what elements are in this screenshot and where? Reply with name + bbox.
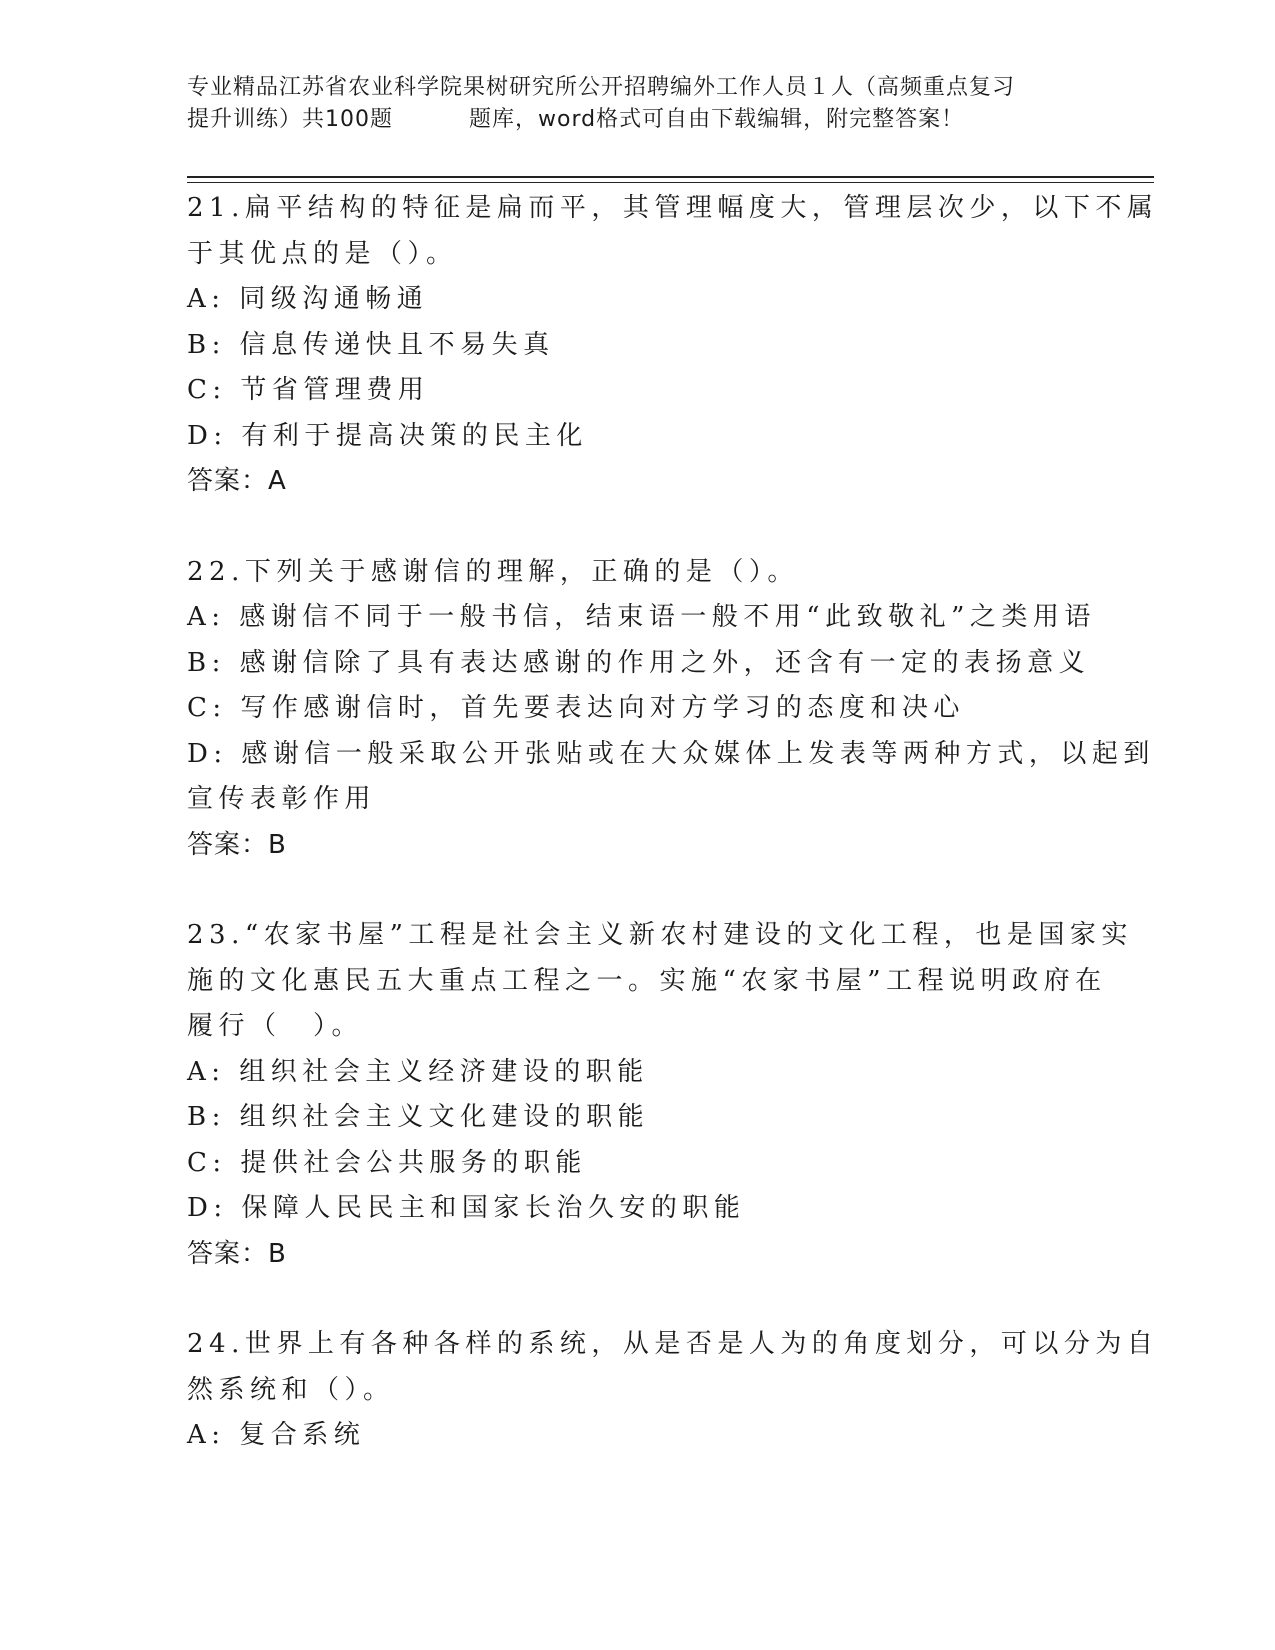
question-stem: 于其优点的是（）。 (187, 238, 458, 269)
header-rule-thick (187, 176, 1154, 178)
option-a: A: 组织社会主义经济建设的职能 (187, 1056, 649, 1087)
answer: 答案：A (187, 466, 287, 496)
header-rule-thin (187, 182, 1154, 183)
question-list (187, 186, 1159, 1504)
header-line-1: 专业精品江苏省农业科学院果树研究所公开招聘编外工作人员１人（高频重点复习 (187, 75, 1016, 100)
option-b: B: 信息传递快且不易失真 (187, 329, 555, 360)
option-d: D: 有利于提高决策的民主化 (187, 420, 588, 451)
question-24 (187, 1322, 1159, 1459)
option-a: A: 复合系统 (187, 1420, 366, 1450)
option-a: A: 感谢信不同于一般书信，结束语一般不用“此致敬礼”之类用语 (187, 602, 1096, 632)
question-stem: 23.“农家书屋”工程是社会主义新农村建设的文化工程，也是国家实 (187, 920, 1133, 950)
option-d: D: 保障人民民主和国家长治久安的职能 (187, 1193, 746, 1223)
question-23 (187, 913, 1133, 1277)
header-line-2-left: 提升训练）共100题 (187, 107, 393, 132)
question-stem: 24.世界上有各种各样的系统，从是否是人为的角度划分，可以分为自 (187, 1329, 1159, 1359)
question-stem: 施的文化惠民五大重点工程之一。实施“农家书屋”工程说明政府在 (187, 965, 1107, 996)
option-b: B: 感谢信除了具有表达感谢的作用之外，还含有一定的表扬意义 (187, 647, 1091, 678)
header-line-2-right: 题库，word格式可自由下载编辑，附完整答案！ (469, 107, 965, 132)
question-stem: 21.扁平结构的特征是扁而平，其管理幅度大，管理层次少，以下不属 (187, 193, 1159, 223)
header-line-2 (187, 104, 1087, 136)
question-21 (187, 186, 1159, 505)
option-c: C: 写作感谢信时，首先要表达向对方学习的态度和决心 (187, 693, 965, 723)
answer: 答案：B (187, 1238, 287, 1269)
question-stem: 履行（ ）。 (187, 1011, 364, 1041)
option-d: D: 感谢信一般采取公开张贴或在大众媒体上发表等两种方式，以起到 (187, 738, 1155, 769)
answer: 答案：B (187, 829, 287, 860)
option-c: C: 节省管理费用 (187, 375, 430, 405)
option-d-continued: 宣传表彰作用 (187, 784, 377, 814)
option-c: C: 提供社会公共服务的职能 (187, 1147, 587, 1178)
question-stem: 22.下列关于感谢信的理解，正确的是（）。 (187, 556, 799, 587)
option-b: B: 组织社会主义文化建设的职能 (187, 1102, 650, 1132)
document-header (187, 72, 1087, 136)
option-a: A: 同级沟通畅通 (187, 284, 429, 314)
question-stem: 然系统和（）。 (187, 1374, 395, 1405)
question-22 (187, 550, 1155, 869)
